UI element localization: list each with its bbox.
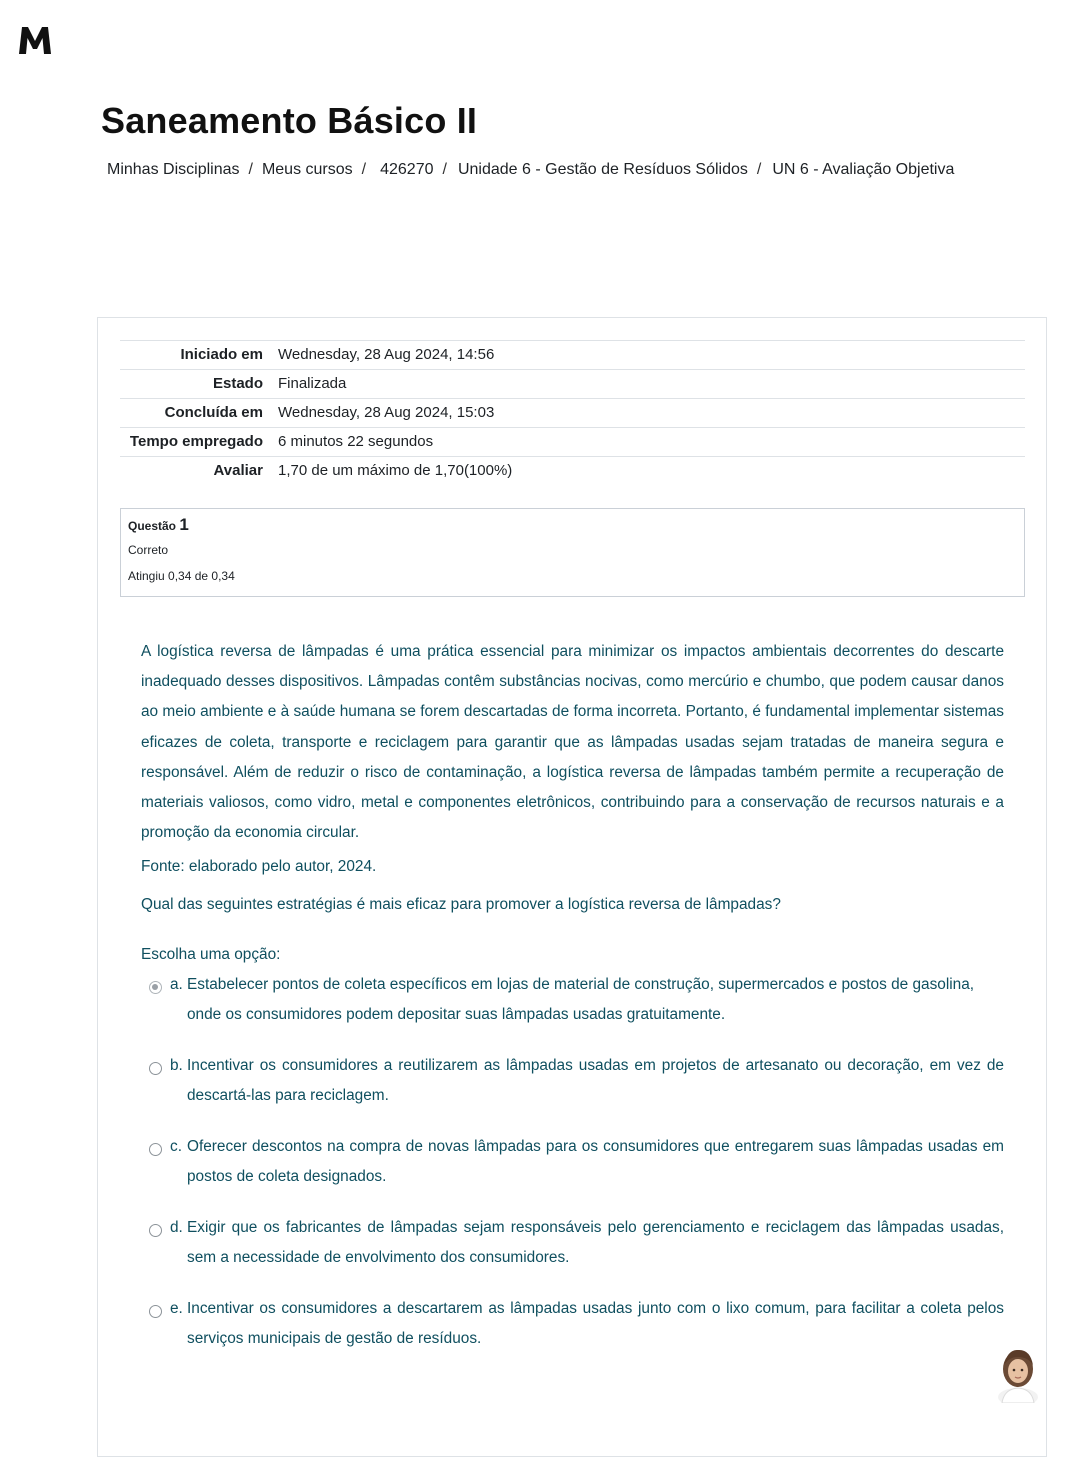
option-text: Exigir que os fabricantes de lâmpadas sejam responsáveis pelo gerenciamento e reciclagem das lâmpadas usadas, sem a necessidade de envolvimento dos consumidores. — [187, 1219, 1004, 1267]
breadcrumb-separator: / — [756, 161, 762, 178]
breadcrumb-minhas-disciplinas[interactable]: Minhas Disciplinas — [107, 161, 240, 178]
summary-row — [120, 457, 1025, 486]
radio-button-selected[interactable] — [149, 981, 162, 994]
option-text: Incentivar os consumidores a descartarem as lâmpadas usadas junto com o lixo comum, para facilitar a coleta pelos serviços municipais de gestão de resíduos. — [187, 1300, 1004, 1348]
question-text: A logística reversa de lâmpadas é uma prática essencial para minimizar os impactos ambientais decorrentes do descarte inadequado desses dispositivos. Lâmpadas contêm substâncias nocivas, como mercúrio e chumbo, que podem causar danos ao meio ambiente e à saúde humana se forem descartadas de forma incorreta. Portanto, é fundamental implementar sistemas eficazes de coleta, transporte e reciclagem para garantir que as lâmpadas usadas sejam tratadas de maneira segura e responsável. Além de reduzir o risco de contaminação, a logística reversa de lâmpadas também permite a recuperação de materiais valiosos, como vidro, metal e componentes eletrônicos, contribuindo para a conservação de recursos naturais e a promoção da economia circular. — [141, 643, 1004, 842]
summary-label: Iniciado em — [180, 346, 263, 363]
breadcrumb-separator: / — [248, 161, 253, 178]
summary-value: Wednesday, 28 Aug 2024, 15:03 — [278, 404, 495, 421]
option-text: Oferecer descontos na compra de novas lâmpadas para os consumidores que entregarem suas lâmpadas usadas em postos de coleta designados. — [187, 1138, 1004, 1186]
radio-button[interactable] — [149, 1143, 162, 1156]
question-number — [128, 515, 1017, 535]
breadcrumb — [107, 161, 954, 179]
summary-row — [120, 370, 1025, 399]
breadcrumb-course-id[interactable]: 426270 — [380, 161, 434, 178]
summary-label: Concluída em — [164, 404, 263, 421]
summary-row — [120, 341, 1025, 370]
option-letter: c. — [170, 1138, 182, 1155]
option-letter: d. — [170, 1219, 183, 1236]
summary-value: 1,70 de um máximo de 1,70(100%) — [278, 462, 513, 479]
option-letter: e. — [170, 1300, 183, 1317]
option-letter: a. — [170, 976, 183, 993]
answer-option-b[interactable] — [149, 1055, 1004, 1111]
answer-option-c[interactable] — [149, 1136, 1004, 1192]
question-source: Fonte: elaborado pelo autor, 2024. — [141, 858, 377, 876]
answer-option-e[interactable] — [149, 1298, 1004, 1354]
summary-row — [120, 428, 1025, 457]
question-content — [141, 637, 1004, 966]
breadcrumb-separator: / — [442, 161, 447, 178]
quiz-review-card — [97, 317, 1047, 1457]
question-number-value: 1 — [179, 515, 189, 534]
radio-button[interactable] — [149, 1224, 162, 1237]
question-state: Correto — [128, 543, 169, 557]
breadcrumb-unit[interactable]: Unidade 6 - Gestão de Resíduos Sólidos — [457, 161, 748, 178]
option-text: Estabelecer pontos de coleta específicos em lojas de material de construção, supermercados e postos de gasolina, onde os consumidores podem depositar suas lâmpadas usadas gratuitamente. — [187, 976, 975, 1024]
summary-label: Tempo empregado — [129, 433, 263, 450]
breadcrumb-meus-cursos[interactable]: Meus cursos — [261, 161, 353, 178]
summary-row — [120, 399, 1025, 428]
choose-option-label: Escolha uma opção: — [141, 946, 281, 964]
attempt-summary-table — [120, 340, 1025, 485]
radio-button[interactable] — [149, 1062, 162, 1075]
answer-option-d[interactable] — [149, 1217, 1004, 1273]
summary-label: Avaliar — [213, 462, 263, 479]
option-letter: b. — [170, 1057, 183, 1074]
m-logo-icon[interactable] — [18, 24, 52, 56]
question-prompt: Qual das seguintes estratégias é mais eficaz para promover a logística reversa de lâmpadas? — [141, 896, 781, 914]
radio-button[interactable] — [149, 1305, 162, 1318]
assistant-avatar-icon[interactable] — [994, 1345, 1042, 1403]
summary-label: Estado — [212, 375, 263, 392]
question-info-box — [120, 508, 1025, 597]
summary-value: Finalizada — [278, 375, 347, 392]
answer-option-a[interactable] — [149, 974, 1004, 1030]
breadcrumb-separator: / — [361, 161, 367, 178]
question-grade: Atingiu 0,34 de 0,34 — [128, 569, 235, 583]
option-text: Incentivar os consumidores a reutilizarem as lâmpadas usadas em projetos de artesanato ou decoração, em vez de descartá-las para reciclagem. — [187, 1057, 1004, 1105]
breadcrumb-assessment[interactable]: UN 6 - Avaliação Objetiva — [772, 161, 955, 178]
summary-value: Wednesday, 28 Aug 2024, 14:56 — [278, 346, 495, 363]
summary-value: 6 minutos 22 segundos — [278, 433, 434, 450]
page-title: Saneamento Básico II — [101, 100, 478, 141]
question-label: Questão — [128, 519, 177, 533]
